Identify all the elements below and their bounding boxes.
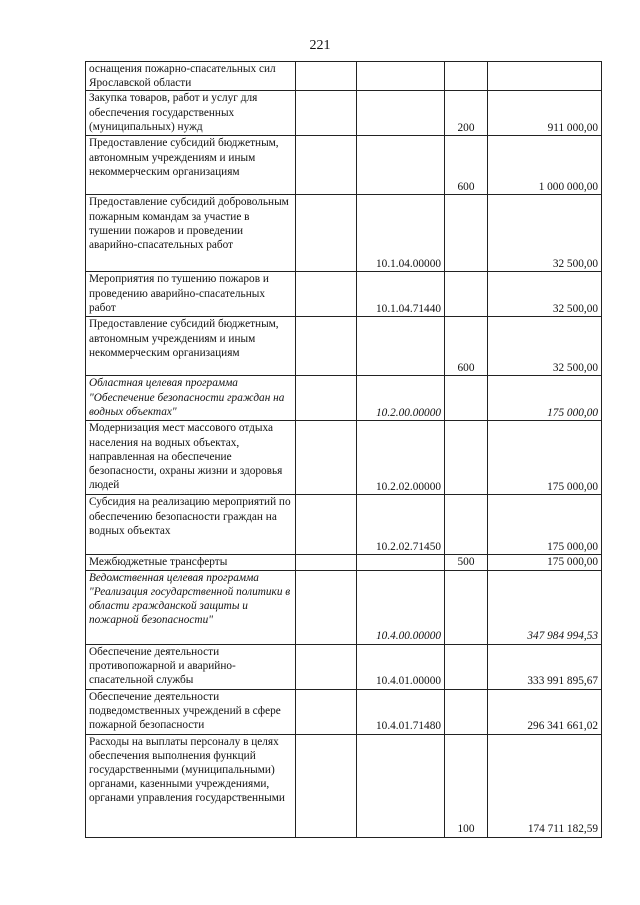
budget-table xyxy=(85,61,602,838)
row-expense-type: 600 xyxy=(445,317,488,376)
table-row xyxy=(86,734,602,837)
row-name: Субсидия на реализацию мероприятий по обеспечению безопасности граждан на водных объектах xyxy=(86,495,296,555)
row-expense-type: 600 xyxy=(445,136,488,195)
table-row xyxy=(86,317,602,376)
row-name: Мероприятия по тушению пожаров и проведению аварийно-спасательных работ xyxy=(86,272,296,317)
row-target-code: 10.2.02.00000 xyxy=(357,421,445,495)
row-blank-col xyxy=(296,62,357,91)
table-row xyxy=(86,195,602,272)
row-target-code xyxy=(357,317,445,376)
row-amount: 32 500,00 xyxy=(488,272,602,317)
table-row xyxy=(86,421,602,495)
row-amount: 175 000,00 xyxy=(488,376,602,421)
row-target-code xyxy=(357,62,445,91)
row-amount: 32 500,00 xyxy=(488,317,602,376)
row-target-code xyxy=(357,734,445,837)
row-expense-type xyxy=(445,376,488,421)
row-target-code: 10.1.04.71440 xyxy=(357,272,445,317)
table-row xyxy=(86,136,602,195)
row-expense-type: 500 xyxy=(445,555,488,570)
row-target-code: 10.4.01.71480 xyxy=(357,689,445,734)
row-blank-col xyxy=(296,570,357,644)
row-name: Расходы на выплаты персоналу в целях обеспечения выполнения функций государственными (муниципальными) органами, казенными учреждениями, органами управления государственными xyxy=(86,734,296,837)
row-blank-col xyxy=(296,195,357,272)
table-row xyxy=(86,62,602,91)
row-name: Обеспечение деятельности подведомственных учреждений в сфере пожарной безопасности xyxy=(86,689,296,734)
row-name: Обеспечение деятельности противопожарной и аварийно-спасательной службы xyxy=(86,644,296,689)
row-amount: 1 000 000,00 xyxy=(488,136,602,195)
row-expense-type xyxy=(445,62,488,91)
row-name: Предоставление субсидий добровольным пожарным командам за участие в тушении пожаров и проведении аварийно-спасательных работ xyxy=(86,195,296,272)
row-amount: 911 000,00 xyxy=(488,91,602,136)
row-target-code xyxy=(357,136,445,195)
row-blank-col xyxy=(296,376,357,421)
row-expense-type: 100 xyxy=(445,734,488,837)
row-expense-type xyxy=(445,644,488,689)
row-expense-type xyxy=(445,495,488,555)
row-target-code: 10.4.00.00000 xyxy=(357,570,445,644)
row-target-code: 10.1.04.00000 xyxy=(357,195,445,272)
row-blank-col xyxy=(296,555,357,570)
table-row xyxy=(86,570,602,644)
row-expense-type xyxy=(445,570,488,644)
table-row xyxy=(86,91,602,136)
table-row xyxy=(86,689,602,734)
row-expense-type xyxy=(445,421,488,495)
row-amount: 175 000,00 xyxy=(488,555,602,570)
row-expense-type: 200 xyxy=(445,91,488,136)
row-name: Модернизация мест массового отдыха населения на водных объектах, направленная на обеспечение безопасности, охраны жизни и здоровья людей xyxy=(86,421,296,495)
row-blank-col xyxy=(296,689,357,734)
row-expense-type xyxy=(445,689,488,734)
row-amount: 175 000,00 xyxy=(488,421,602,495)
row-amount xyxy=(488,62,602,91)
row-blank-col xyxy=(296,421,357,495)
row-name: Предоставление субсидий бюджетным, автономным учреждениям и иным некоммерческим организациям xyxy=(86,317,296,376)
row-name: Межбюджетные трансферты xyxy=(86,555,296,570)
row-amount: 32 500,00 xyxy=(488,195,602,272)
row-blank-col xyxy=(296,136,357,195)
row-blank-col xyxy=(296,317,357,376)
row-blank-col xyxy=(296,272,357,317)
table-row xyxy=(86,644,602,689)
row-name: оснащения пожарно-спасательных сил Ярославской области xyxy=(86,62,296,91)
row-blank-col xyxy=(296,734,357,837)
row-amount: 333 991 895,67 xyxy=(488,644,602,689)
row-name: Областная целевая программа "Обеспечение безопасности граждан на водных объектах" xyxy=(86,376,296,421)
row-amount: 296 341 661,02 xyxy=(488,689,602,734)
row-expense-type xyxy=(445,272,488,317)
row-blank-col xyxy=(296,644,357,689)
row-name: Предоставление субсидий бюджетным, автономным учреждениям и иным некоммерческим организациям xyxy=(86,136,296,195)
row-target-code: 10.2.02.71450 xyxy=(357,495,445,555)
row-target-code: 10.2.00.00000 xyxy=(357,376,445,421)
row-blank-col xyxy=(296,91,357,136)
row-target-code: 10.4.01.00000 xyxy=(357,644,445,689)
row-amount: 347 984 994,53 xyxy=(488,570,602,644)
row-name: Ведомственная целевая программа "Реализация государственной политики в области гражданской защиты и пожарной безопасности" xyxy=(86,570,296,644)
row-target-code xyxy=(357,91,445,136)
row-blank-col xyxy=(296,495,357,555)
budget-table-body xyxy=(86,62,602,838)
row-amount: 175 000,00 xyxy=(488,495,602,555)
row-amount: 174 711 182,59 xyxy=(488,734,602,837)
table-row xyxy=(86,376,602,421)
table-row xyxy=(86,272,602,317)
row-expense-type xyxy=(445,195,488,272)
table-row xyxy=(86,555,602,570)
page-number: 221 xyxy=(309,38,331,53)
table-row xyxy=(86,495,602,555)
row-target-code xyxy=(357,555,445,570)
row-name: Закупка товаров, работ и услуг для обеспечения государственных (муниципальных) нужд xyxy=(86,91,296,136)
